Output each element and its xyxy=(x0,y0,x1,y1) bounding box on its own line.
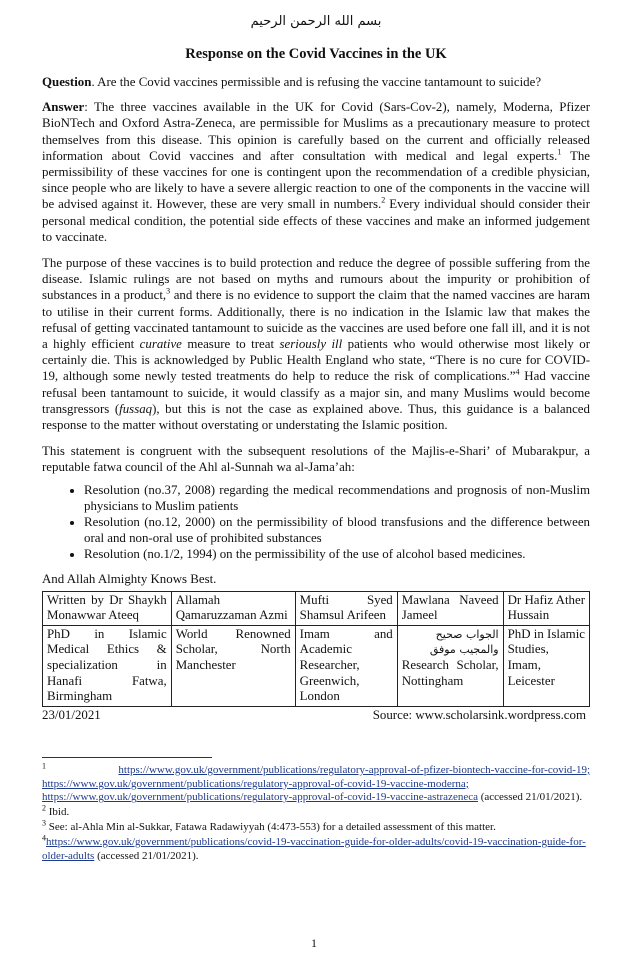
signatory-details: Imam and Academic Researcher, Greenwich, London xyxy=(295,625,397,706)
footnote-link[interactable]: https://www.gov.uk/government/publications/regulatory-approval-of-covid-19-vaccine-moderna; xyxy=(42,777,469,790)
footnote-text: See: al-Ahla Min al-Sukkar, Fatawa Radawiyyah (4:473-553) for a detailed assessment of this matter. xyxy=(48,821,496,834)
answer-text-2: The permissibility of these vaccines for one is contingent upon the recommendation of a credible physician, since people who are likely to have a severe allergic reaction to one of the components in the vaccine will be advised against it. However, these are very small in numbers. xyxy=(42,148,590,212)
purpose-text-4: patients who would otherwise most likely or certainly die. This is acknowledged by Public Health England who state, “There is no cure for COVID-19, although some newly tested treatments do help to reduce the risk of complications.” xyxy=(42,337,591,384)
answer-paragraph xyxy=(42,99,590,245)
footnote-number: 1 xyxy=(42,761,46,771)
footnote-ref-2[interactable]: 2 xyxy=(381,196,386,206)
purpose-text-5: Had vaccine refusal been tantamount to suicide, it would classify as a major sin, and many Muslims would become transgressors ( xyxy=(42,369,590,416)
footnote-number: 2 xyxy=(42,803,46,813)
table-row xyxy=(43,625,590,706)
footnote-number: 3 xyxy=(42,818,46,828)
congruence-paragraph: This statement is congruent with the subsequent resolutions of the Majlis-e-Shari’ of Mubarakpur, a reputable fatwa council of the Ahl al-Sunnah wa al-Jama’ah: xyxy=(42,444,590,475)
signatory-name: Allamah Qamaruzzaman Azmi xyxy=(171,591,295,625)
document-title: Response on the Covid Vaccines in the UK xyxy=(185,46,447,62)
footnote-link[interactable]: https://www.gov.uk/government/publications/regulatory-approval-of-covid-19-vaccine-astrazeneca xyxy=(42,791,478,804)
signatory-name: Mufti Syed Shamsul Arifeen xyxy=(295,591,397,625)
emphasis-fussaq: fussaq xyxy=(119,401,153,416)
footnote-3 xyxy=(42,818,590,835)
list-item: • Resolution (no.37, 2008) regarding the medical recommendations and prognosis of non-Muslim physicians to Muslim patients xyxy=(84,482,590,514)
purpose-text-2: and there is no evidence to support the claim that the named vaccines are haram to utilise in their current forms. Additionally, there is no indication in the Islamic law that makes the refusal of getting vaccinated tantamount to suicide as the vaccines are used before one fall ill, and it is not a highly efficient xyxy=(42,288,590,352)
signatory-details: PhD in Islamic Studies, Imam, Leicester xyxy=(503,625,589,706)
resolution-list xyxy=(42,482,590,563)
purpose-paragraph xyxy=(42,255,590,433)
footnote-ref-3[interactable]: 3 xyxy=(166,287,171,297)
signatory-details: PhD in Islamic Medical Ethics & specialization in Hanafi Fatwa, Birmingham xyxy=(43,625,172,706)
footnote-number: 4 xyxy=(42,833,46,843)
purpose-text-1: The purpose of these vaccines is to build protection and reduce the degree of possible suffering from the disease. Islamic rulings are not based on myths and rumours about the impurity or prohibition of substances in a product, xyxy=(42,256,590,303)
footnote-text: Ibid. xyxy=(48,806,70,819)
question-paragraph xyxy=(42,74,590,90)
basmala: بسم الله الرحمن الرحيم xyxy=(250,14,382,29)
footnote-4 xyxy=(42,833,590,864)
list-item: • Resolution (no.1/2, 1994) on the permissibility of the use of alcohol based medicines. xyxy=(84,546,590,562)
footnote-accessed: (accessed 21/01/2021). xyxy=(480,791,583,804)
footnote-accessed: (accessed 21/01/2021). xyxy=(97,849,199,862)
answer-text-1: : The three vaccines available in the UK for Covid (Sars-Cov-2), namely, Moderna, Pfizer BioNTech and Oxford Astra-Zeneca, are permissible for Muslims as a precautionary measure to protect themselves from this disease. This opinion is carefully based on the current and officially released information about Covid vaccines and after consultation with medical and legal experts. xyxy=(42,100,590,163)
signatories-table xyxy=(42,591,590,707)
question-text: . Are the Covid vaccines permissible and is refusing the vaccine tantamount to suicide? xyxy=(91,75,542,89)
emphasis-curative: curative xyxy=(139,337,182,352)
signatory-name: Mawlana Naveed Jameel xyxy=(397,591,503,625)
footnote-2 xyxy=(42,803,590,820)
purpose-text-3: measure to treat xyxy=(181,337,280,352)
date-source-row xyxy=(42,708,590,723)
footnote-1 xyxy=(42,761,590,805)
footnote-ref-1[interactable]: 1 xyxy=(557,147,562,157)
signatory-details: World Renowned Scholar, North Manchester xyxy=(171,625,295,706)
signatory-name: Written by Dr Shaykh Monawwar Ateeq xyxy=(43,591,172,625)
closing-line: And Allah Almighty Knows Best. xyxy=(42,571,217,586)
signatory-name: Dr Hafiz Ather Hussain xyxy=(503,591,589,625)
emphasis-seriously-ill: seriously ill xyxy=(279,337,343,352)
signatory-details: Research Scholar, Nottingham xyxy=(401,658,499,688)
question-label: Question xyxy=(42,75,92,89)
arabic-endorsement: الجواب صحيح والمجيب موفق xyxy=(429,627,499,657)
footnote-link[interactable]: https://www.gov.uk/government/publications/covid-19-vaccination-guide-for-older-adults/covid-19-vaccination-guide-for-older-adults xyxy=(42,835,586,862)
footnote-link[interactable]: https://www.gov.uk/government/publications/regulatory-approval-of-pfizer-biontech-vaccine-for-covid-19; xyxy=(118,763,590,776)
list-item: • Resolution (no.12, 2000) on the permissibility of blood transfusions and the difference between oral and non-oral use of prohibited substances xyxy=(84,514,590,546)
answer-text-3: Every individual should consider their personal medical condition, the potential side effects of these vaccines and make an informed judgement to vaccinate. xyxy=(42,197,590,244)
document-date: 23/01/2021 xyxy=(42,707,101,722)
page-number: 1 xyxy=(311,936,317,950)
answer-label: Answer xyxy=(42,100,85,115)
source-line: Source: www.scholarsink.wordpress.com xyxy=(372,707,586,722)
signatory-details-cell xyxy=(397,625,503,706)
footnote-ref-4[interactable]: 4 xyxy=(515,368,520,378)
footnote-divider xyxy=(42,757,212,758)
table-row xyxy=(43,591,590,625)
purpose-text-6: ), but this is not the case as explained above. Thus, this guidance is a balanced response to the matter without overstating or understating the Islamic position. xyxy=(42,401,590,433)
